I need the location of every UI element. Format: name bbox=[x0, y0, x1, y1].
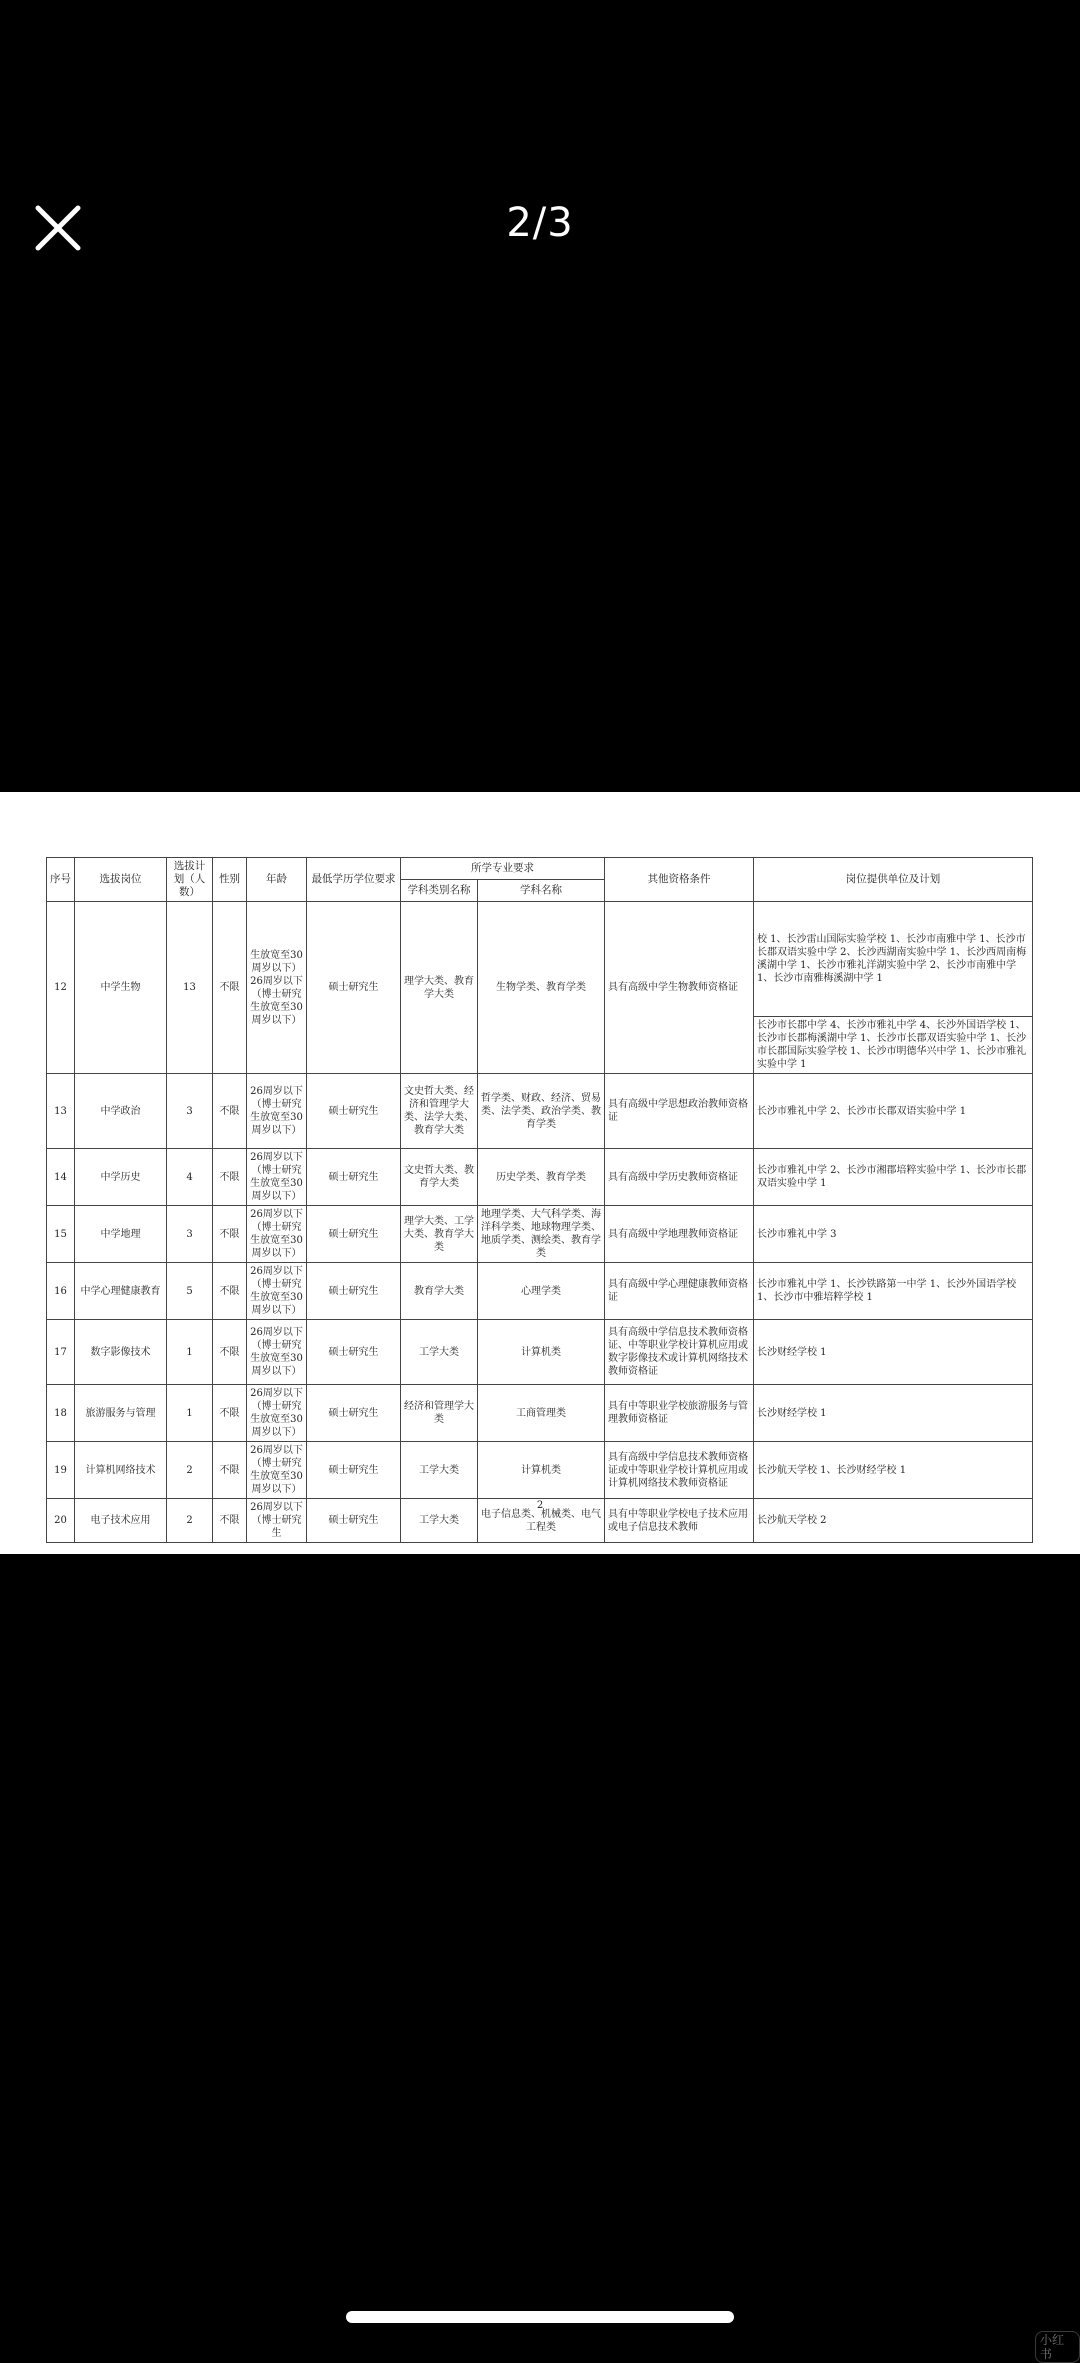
cell-gender: 不限 bbox=[213, 1442, 247, 1499]
cell-position: 旅游服务与管理 bbox=[75, 1385, 167, 1442]
header-plan: 选拔计划（人数） bbox=[167, 858, 213, 902]
table-row bbox=[47, 1442, 1033, 1499]
header-units: 岗位提供单位及计划 bbox=[754, 858, 1033, 902]
table-row bbox=[47, 1320, 1033, 1385]
cell-gender: 不限 bbox=[213, 1149, 247, 1206]
cell-other: 具有高级中学历史教师资格证 bbox=[605, 1149, 754, 1206]
header-age: 年龄 bbox=[247, 858, 307, 902]
cell-index: 17 bbox=[47, 1320, 75, 1385]
cell-index: 12 bbox=[47, 902, 75, 1074]
cell-position: 中学历史 bbox=[75, 1149, 167, 1206]
cell-discipline: 计算机类 bbox=[478, 1320, 605, 1385]
table-row bbox=[47, 1385, 1033, 1442]
cell-category: 工学大类 bbox=[401, 1442, 478, 1499]
recruitment-table bbox=[46, 857, 1033, 1543]
cell-category: 经济和管理学大类 bbox=[401, 1385, 478, 1442]
cell-index: 18 bbox=[47, 1385, 75, 1442]
cell-gender: 不限 bbox=[213, 1074, 247, 1149]
cell-other: 具有中等职业学校旅游服务与管理教师资格证 bbox=[605, 1385, 754, 1442]
header-major-group: 所学专业要求 bbox=[401, 858, 605, 880]
header-index: 序号 bbox=[47, 858, 75, 902]
cell-gender: 不限 bbox=[213, 1499, 247, 1543]
cell-degree: 硕士研究生 bbox=[307, 1263, 401, 1320]
cell-age: 26周岁以下（博士研究生放宽至30周岁以下） bbox=[247, 1320, 307, 1385]
cell-degree: 硕士研究生 bbox=[307, 1385, 401, 1442]
cell-age: 26周岁以下（博士研究生 bbox=[247, 1499, 307, 1543]
header-discipline: 学科名称 bbox=[478, 880, 605, 902]
cell-discipline: 工商管理类 bbox=[478, 1385, 605, 1442]
cell-age: 生放宽至30周岁以下）26周岁以下（博士研究生放宽至30周岁以下） bbox=[247, 902, 307, 1074]
document-page-number: 2 bbox=[536, 1500, 544, 1511]
table-row bbox=[47, 1074, 1033, 1149]
cell-degree: 硕士研究生 bbox=[307, 1499, 401, 1543]
cell-discipline: 生物学类、教育学类 bbox=[478, 902, 605, 1074]
cell-other: 具有高级中学信息技术教师资格证、中等职业学校计算机应用或数字影像技术或计算机网络技术教师资格证 bbox=[605, 1320, 754, 1385]
cell-degree: 硕士研究生 bbox=[307, 1206, 401, 1263]
table-row bbox=[47, 1149, 1033, 1206]
cell-discipline: 历史学类、教育学类 bbox=[478, 1149, 605, 1206]
watermark-logo: 小红书 bbox=[1035, 2331, 1080, 2363]
cell-units: 长沙财经学校 1 bbox=[754, 1320, 1033, 1385]
cell-plan: 4 bbox=[167, 1149, 213, 1206]
cell-degree: 硕士研究生 bbox=[307, 1442, 401, 1499]
header-category: 学科类别名称 bbox=[401, 880, 478, 902]
cell-gender: 不限 bbox=[213, 1385, 247, 1442]
cell-category: 理学大类、教育学大类 bbox=[401, 902, 478, 1074]
cell-degree: 硕士研究生 bbox=[307, 1074, 401, 1149]
cell-category: 文史哲大类、经济和管理学大类、法学大类、教育学大类 bbox=[401, 1074, 478, 1149]
cell-degree: 硕士研究生 bbox=[307, 1149, 401, 1206]
cell-position: 中学地理 bbox=[75, 1206, 167, 1263]
cell-degree: 硕士研究生 bbox=[307, 902, 401, 1074]
cell-plan: 3 bbox=[167, 1206, 213, 1263]
cell-age: 26周岁以下（博士研究生放宽至30周岁以下） bbox=[247, 1149, 307, 1206]
cell-other: 具有高级中学地理教师资格证 bbox=[605, 1206, 754, 1263]
table-row bbox=[47, 902, 1033, 1017]
cell-plan: 13 bbox=[167, 902, 213, 1074]
cell-gender: 不限 bbox=[213, 1263, 247, 1320]
cell-position: 计算机网络技术 bbox=[75, 1442, 167, 1499]
cell-index: 14 bbox=[47, 1149, 75, 1206]
cell-plan: 2 bbox=[167, 1442, 213, 1499]
cell-other: 具有高级中学思想政治教师资格证 bbox=[605, 1074, 754, 1149]
cell-age: 26周岁以下（博士研究生放宽至30周岁以下） bbox=[247, 1263, 307, 1320]
cell-degree: 硕士研究生 bbox=[307, 1320, 401, 1385]
cell-units: 长沙市雅礼中学 3 bbox=[754, 1206, 1033, 1263]
cell-category: 文史哲大类、教育学大类 bbox=[401, 1149, 478, 1206]
cell-units: 长沙市雅礼中学 2、长沙市长郡双语实验中学 1 bbox=[754, 1074, 1033, 1149]
cell-plan: 3 bbox=[167, 1074, 213, 1149]
cell-position: 数字影像技术 bbox=[75, 1320, 167, 1385]
cell-index: 15 bbox=[47, 1206, 75, 1263]
home-indicator[interactable] bbox=[346, 2311, 734, 2323]
cell-category: 理学大类、工学大类、教育学大类 bbox=[401, 1206, 478, 1263]
cell-age: 26周岁以下（博士研究生放宽至30周岁以下） bbox=[247, 1206, 307, 1263]
table-row bbox=[47, 1206, 1033, 1263]
cell-units: 长沙航天学校 1、长沙财经学校 1 bbox=[754, 1442, 1033, 1499]
cell-index: 19 bbox=[47, 1442, 75, 1499]
cell-gender: 不限 bbox=[213, 1320, 247, 1385]
cell-discipline: 地理学类、大气科学类、海洋科学类、地球物理学类、地质学类、测绘类、教育学类 bbox=[478, 1206, 605, 1263]
cell-index: 16 bbox=[47, 1263, 75, 1320]
header-gender: 性别 bbox=[213, 858, 247, 902]
cell-units: 长沙市雅礼中学 1、长沙铁路第一中学 1、长沙外国语学校 1、长沙市中雅培粹学校 1 bbox=[754, 1263, 1033, 1320]
header-position: 选拔岗位 bbox=[75, 858, 167, 902]
cell-discipline: 哲学类、财政、经济、贸易类、法学类、政治学类、教育学类 bbox=[478, 1074, 605, 1149]
page-counter: 2/3 bbox=[506, 200, 574, 246]
cell-position: 中学心理健康教育 bbox=[75, 1263, 167, 1320]
cell-units: 长沙财经学校 1 bbox=[754, 1385, 1033, 1442]
table-row bbox=[47, 1263, 1033, 1320]
cell-discipline: 计算机类 bbox=[478, 1442, 605, 1499]
document-page[interactable] bbox=[0, 792, 1080, 1554]
cell-position: 电子技术应用 bbox=[75, 1499, 167, 1543]
cell-plan: 2 bbox=[167, 1499, 213, 1543]
cell-discipline: 电子信息类、机械类、电气工程类 bbox=[478, 1499, 605, 1543]
header-other: 其他资格条件 bbox=[605, 858, 754, 902]
cell-other: 具有高级中学生物教师资格证 bbox=[605, 902, 754, 1074]
cell-category: 教育学大类 bbox=[401, 1263, 478, 1320]
cell-gender: 不限 bbox=[213, 902, 247, 1074]
cell-units: 长沙市长郡中学 4、长沙市雅礼中学 4、长沙外国语学校 1、长沙市长郡梅溪湖中学 1、长沙市长郡双语实验中学 1、长沙市长郡国际实验学校 1、长沙市明德华兴中学 1、长沙市雅礼实验中学 1 bbox=[754, 1017, 1033, 1074]
cell-position: 中学政治 bbox=[75, 1074, 167, 1149]
table-header-row bbox=[47, 858, 1033, 880]
cell-index: 13 bbox=[47, 1074, 75, 1149]
cell-units: 长沙市雅礼中学 2、长沙市湘郡培粹实验中学 1、长沙市长郡双语实验中学 1 bbox=[754, 1149, 1033, 1206]
header-degree: 最低学历学位要求 bbox=[307, 858, 401, 902]
cell-age: 26周岁以下（博士研究生放宽至30周岁以下） bbox=[247, 1442, 307, 1499]
cell-plan: 5 bbox=[167, 1263, 213, 1320]
cell-age: 26周岁以下（博士研究生放宽至30周岁以下） bbox=[247, 1385, 307, 1442]
cell-other: 具有中等职业学校电子技术应用或电子信息技术教师 bbox=[605, 1499, 754, 1543]
cell-units: 长沙航天学校 2 bbox=[754, 1499, 1033, 1543]
cell-position: 中学生物 bbox=[75, 902, 167, 1074]
cell-other: 具有高级中学信息技术教师资格证或中等职业学校计算机应用或计算机网络技术教师资格证 bbox=[605, 1442, 754, 1499]
cell-age: 26周岁以下（博士研究生放宽至30周岁以下） bbox=[247, 1074, 307, 1149]
cell-other: 具有高级中学心理健康教师资格证 bbox=[605, 1263, 754, 1320]
cell-index: 20 bbox=[47, 1499, 75, 1543]
cell-category: 工学大类 bbox=[401, 1320, 478, 1385]
cell-gender: 不限 bbox=[213, 1206, 247, 1263]
cell-plan: 1 bbox=[167, 1385, 213, 1442]
cell-discipline: 心理学类 bbox=[478, 1263, 605, 1320]
cell-units-continued: 校 1、长沙雷山国际实验学校 1、长沙市南雅中学 1、长沙市长郡双语实验中学 2、长沙西湖南实验中学 1、长沙西周南梅溪湖中学 1、长沙市雅礼洋湖实验中学 2、长沙市南雅中学 1、长沙市南雅梅溪湖中学 1 bbox=[754, 902, 1033, 1017]
cell-plan: 1 bbox=[167, 1320, 213, 1385]
cell-category: 工学大类 bbox=[401, 1499, 478, 1543]
